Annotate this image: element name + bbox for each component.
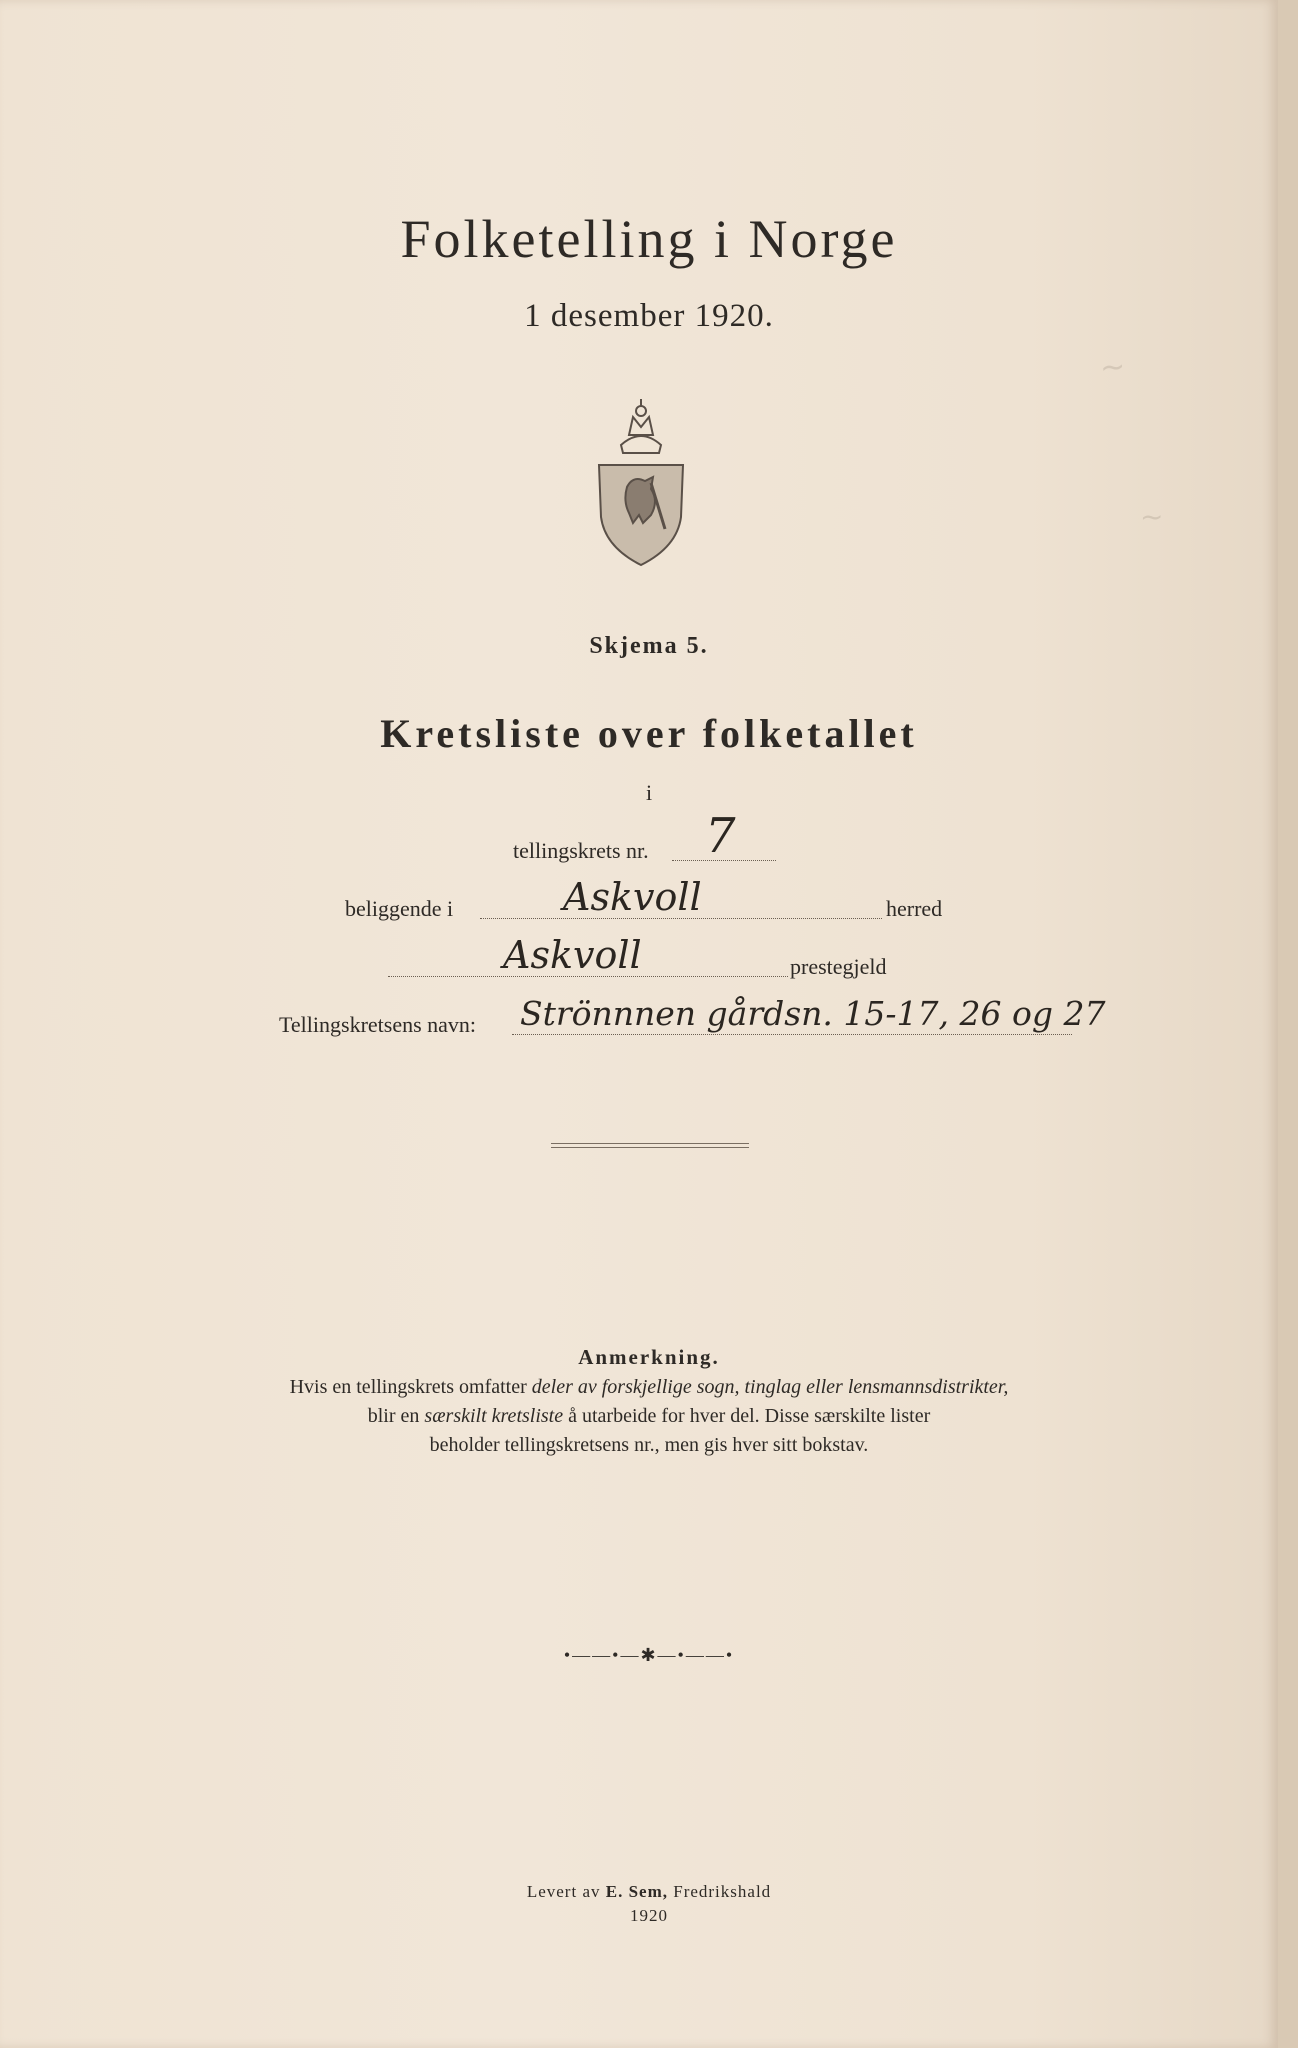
- prestegjeld-label: prestegjeld: [790, 954, 887, 979]
- printer-year: 1920: [630, 1906, 668, 1925]
- prestegjeld-value: Askvoll: [503, 933, 642, 977]
- herred-label: herred: [886, 896, 943, 921]
- section-divider: [551, 1143, 749, 1148]
- herred-value: Askvoll: [563, 875, 702, 919]
- page-title: Folketelling i Norge: [400, 209, 898, 269]
- printer-line: Levert av E. Sem, Fredrikshald: [526, 1882, 772, 1901]
- printer-imprint: [0, 1880, 1298, 1928]
- note-heading: Anmerkning.: [578, 1345, 720, 1369]
- preposition-label: i: [645, 780, 653, 805]
- district-number-value: 7: [705, 808, 736, 864]
- bleed-through-mark: ~: [1098, 349, 1127, 386]
- list-title: Kretsliste over folketallet: [380, 711, 918, 756]
- schema-label: Skjema 5.: [589, 633, 709, 659]
- census-date: 1 desember 1920.: [524, 298, 774, 334]
- note-line-2: blir en særskilt kretsliste å utarbeide for hver del. Disse særskilte lister: [367, 1405, 931, 1427]
- ornament-divider: •——•—✱—•——•: [563, 1645, 735, 1665]
- bleed-through-mark: ~: [1140, 500, 1164, 533]
- location-label: beliggende i: [345, 896, 454, 921]
- norwegian-coat-of-arms-icon: [593, 397, 689, 567]
- note-line-3: beholder tellingskretsens nr., men gis hver sitt bokstav.: [429, 1434, 869, 1456]
- district-name-label: Tellingskretsens navn:: [279, 1012, 477, 1037]
- district-name-value: Strönnnen gårdsn. 15-17, 26 og 27: [520, 994, 1106, 1033]
- district-number-label: tellingskrets nr.: [513, 838, 649, 863]
- note-text: [0, 1373, 1298, 1460]
- district-name-line: [512, 1034, 1072, 1035]
- note-line-1: Hvis en tellingskrets omfatter deler av forskjellige sogn, tinglag eller lensmannsdistrikter,: [289, 1376, 1009, 1398]
